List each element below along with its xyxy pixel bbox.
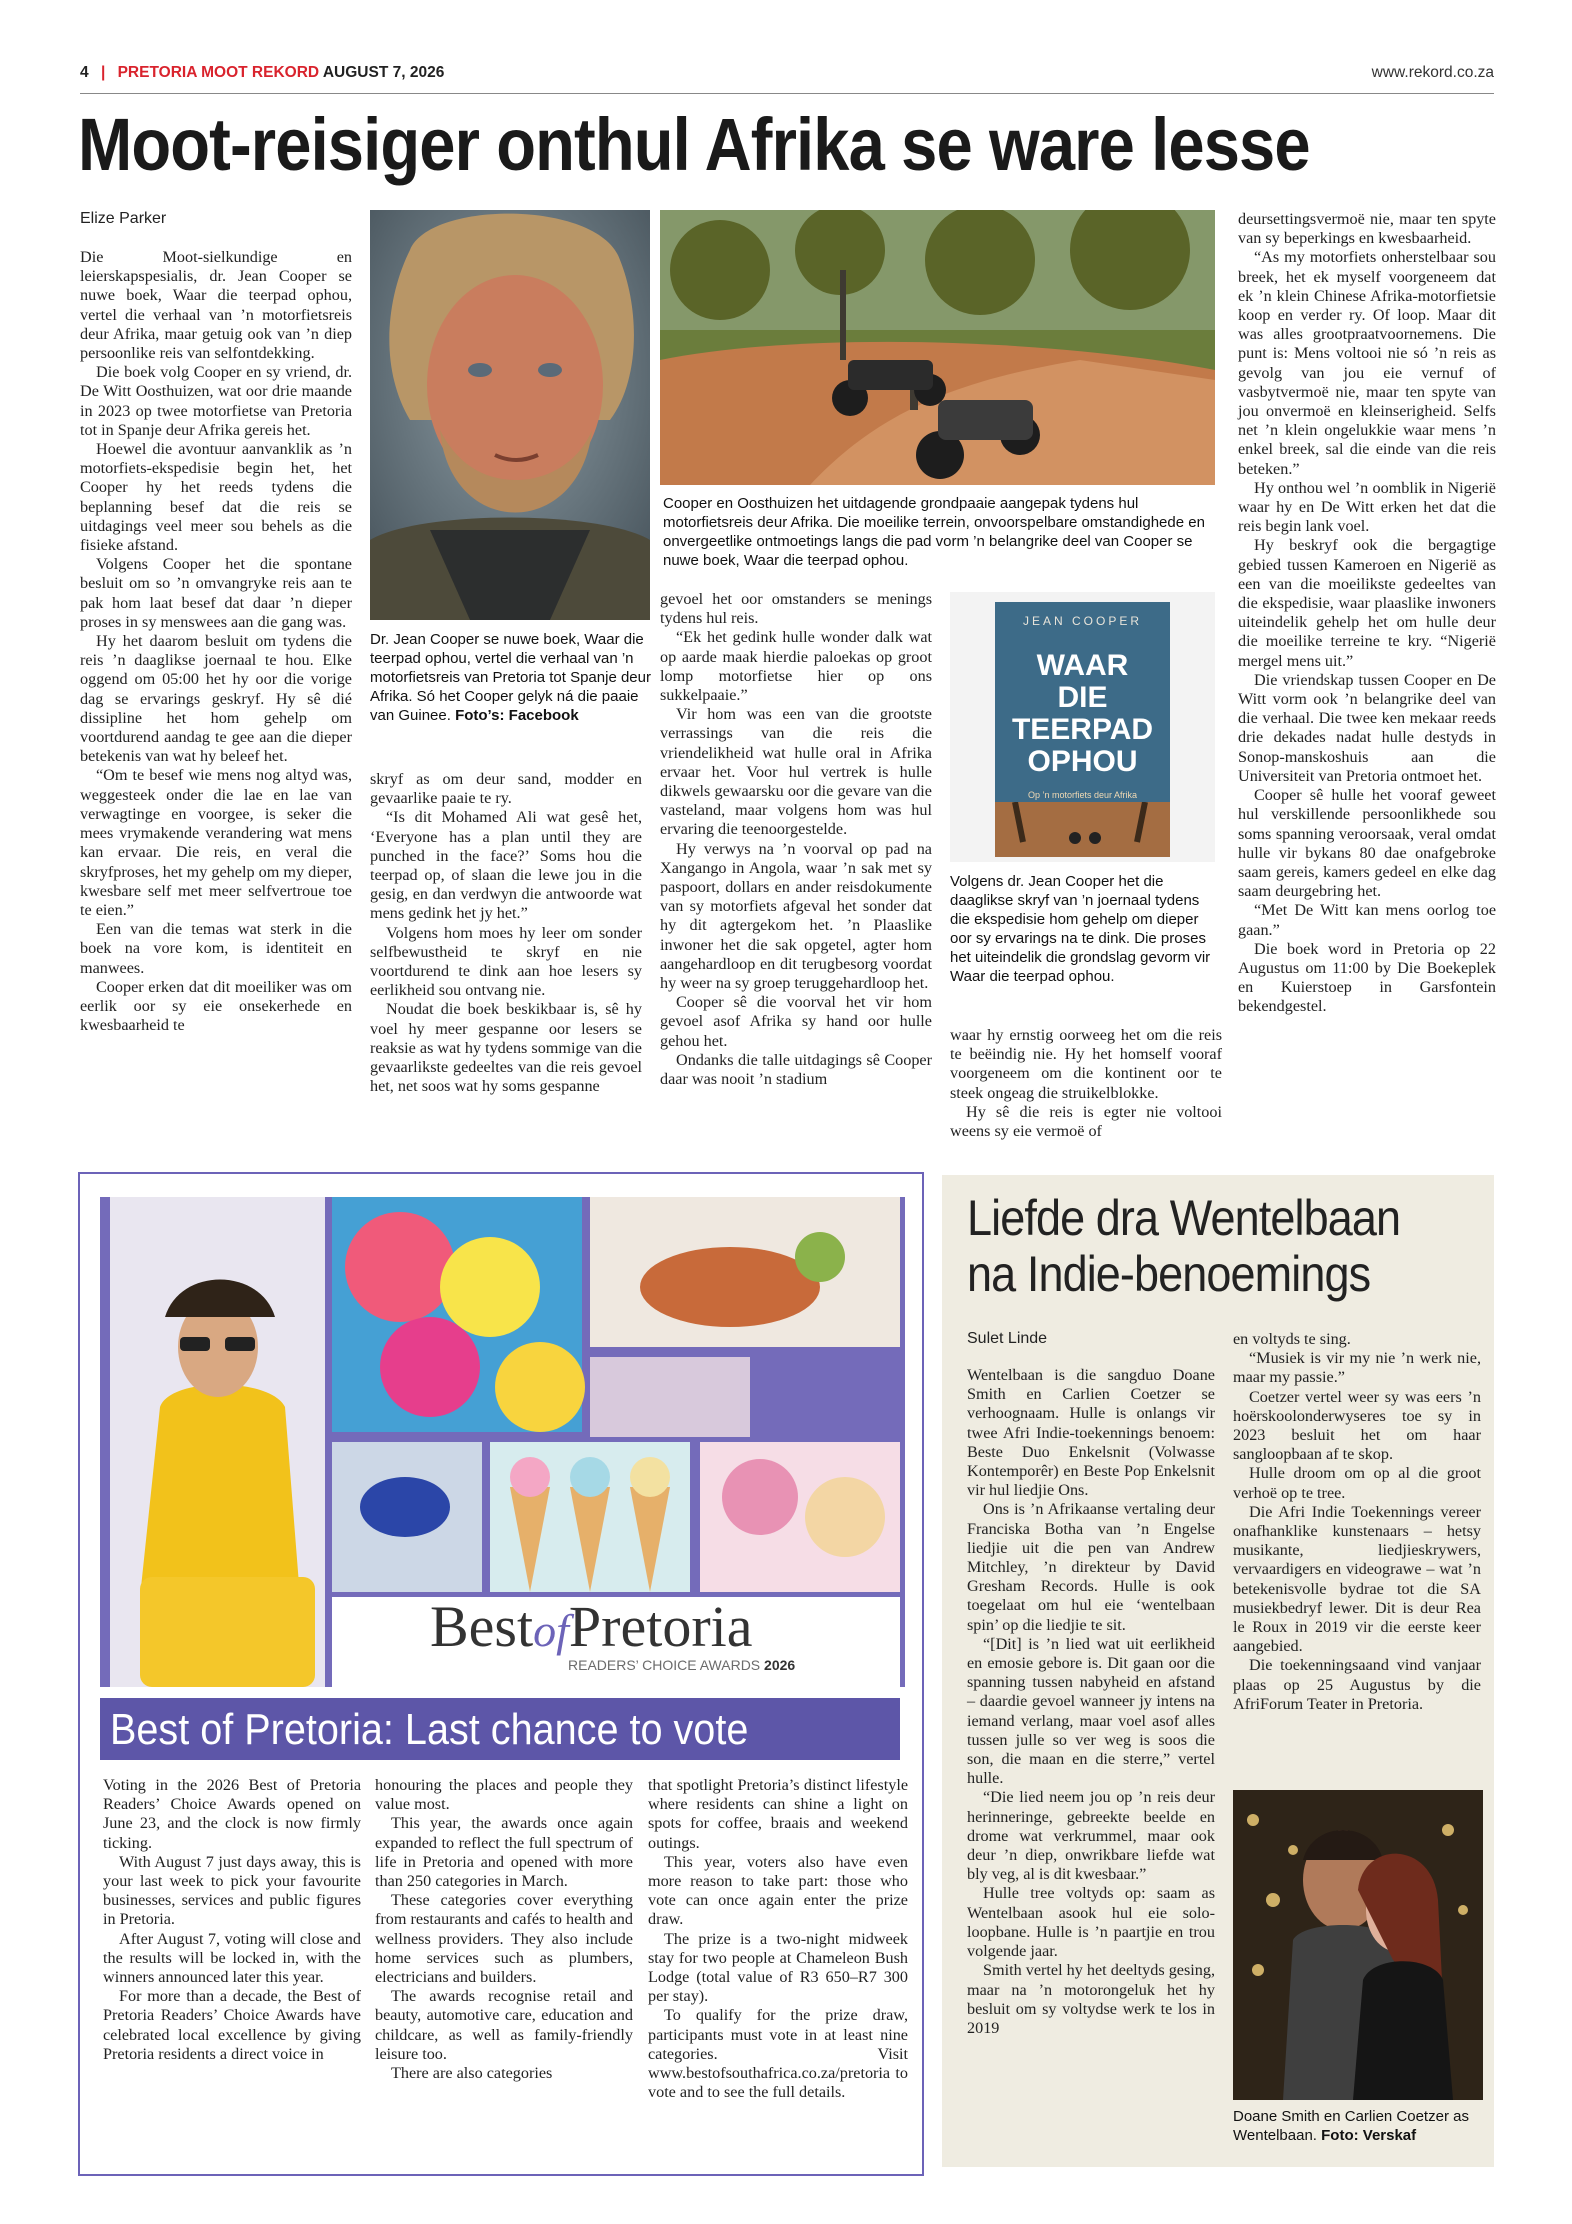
paragraph: Hulle droom om op al die groot verhoë op te tree. <box>1233 1464 1481 1502</box>
paragraph: Volgens hom moes hy leer om sonder selfbewustheid te skryf en nie voortdurend te dink aan hoe lesers sy eerlikheid sou ontvang nie. <box>370 923 642 1000</box>
paragraph: Cooper sê hulle het vooraf geweet hul verskillende persoonlikhede sou soms spanning veroorsaak, veral omdat hulle vir bykans 80 dae onafgebroke saam gereis, kamers gedeel en elke dag saam deurgebring het. <box>1238 786 1496 901</box>
paragraph: For more than a decade, the Best of Pretoria Readers’ Choice Awards have celebrated local excellence by giving Pretoria residents a direct voice in <box>103 1987 361 2063</box>
logo-year: 2026 <box>764 1657 796 1673</box>
motorcycles-caption: Cooper en Oosthuizen het uitdagende grondpaaie aangepak tydens hul motorfietsreis deur Afrika. Die moeilike terrein, onvoorspelbare omstandighede en onvergeetlike ontmoetings langs die pad vorm ’n belangrike deel van Cooper se nuwe boek, Waar die teerpad ophou. <box>663 495 1205 569</box>
paragraph: Hy beskryf ook die bergagtige gebied tussen Kameroen en Nigerië as een van die moeilikste gedeeltes van die ekspedisie, waar plaaslike inwoners uiteindelik gehelp het om hulle deur die moeilike terreine te kry. “Nigerië mergel mens uit.” <box>1238 536 1496 670</box>
paragraph: Hy het daarom besluit om tydens die reis ’n daaglikse joernaal te hou. Elke oggend om 05:00 het hy oor die vorige dag se ervarings geskryf. Hy sê dié dissipline het hom gehelp om voortdurend aandag te gee aan die dieper betekenis van wat hy beleef het. <box>80 632 352 766</box>
paragraph: Die Moot-sielkundige en leierskapspesialis, dr. Jean Cooper se nuwe boek, Waar die teerpad ophou, vertel die verhaal van ’n motorfietsreis deur Afrika, maar getuig ook van ’n diep persoonlike reis van selfontdekking. <box>80 248 352 363</box>
side-byline: Sulet Linde <box>967 1330 1048 1347</box>
book-title-line-1: WAAR <box>1036 649 1129 682</box>
paragraph: “Ek het gedink hulle wonder dalk wat op aarde maak hierdie paloekas op groot lomp motorfietse hier op ons sukkelpaaie.” <box>660 628 932 705</box>
paragraph: “[Dit] is ’n lied wat uit eerlikheid en emosie gebore is. Dit gaan oor die spanning tussen nabyheid en afstand – daardie gevoel wanneer jy intens na iemand verlang, maar voel asof alles tussen julle so ver weg is soos die son, die maan en die sterre,” vertel hulle. <box>967 1634 1215 1788</box>
article-column-4 <box>950 1026 1222 1141</box>
side-column-1 <box>967 1366 1215 2038</box>
side-article-headline: Liefde dra Wentelbaan na Indie-benoemings <box>967 1190 1401 1302</box>
couple-photo <box>1233 1790 1483 2100</box>
paragraph: Ons is ’n Afrikaanse vertaling deur Franciska Botha van ’n Engelse liedjie uit die pen van Andrew Mitchley, ’n direkteur by David Gresham Records. Hulle is ook toegelaat om hul eie ‘wentelbaan spin’ op die liedjie te sit. <box>967 1500 1215 1634</box>
article-column-1 <box>80 248 352 1035</box>
book-title <box>995 650 1170 778</box>
paragraph: “As my motorfiets onherstelbaar sou breek, het ek myself voorgeneem dat ek ’n klein Chinese Afrika-motorfietsie koop en verder ry. Of loop. Maar dit was alles grootpraatvoornemens. Die punt is: Mens voltooi nie só ’n reis as gevolg van jou eie vernuf of vasbytvermoë nie, maar ten spyte van jou onvermoë en kleinserigheid. Selfs net ’n klein ongelukkie waar mens ’n enkel breek, sal die einde van die reis beteken.” <box>1238 248 1496 478</box>
header-rule <box>80 93 1494 94</box>
best-of-pretoria-logo <box>430 1594 890 1659</box>
vote-headline: Best of Pretoria: Last chance to vote <box>110 1705 749 1754</box>
paragraph: The prize is a two-night midweek stay for two people at Chameleon Bush Lodge (total value of R3 650–R7 300 per stay). <box>648 1929 908 2006</box>
paragraph: Coetzer vertel weer sy was eers ’n hoërskoolonderwyseres toe sy in 2023 besluit het om haar sangloopbaan af te skop. <box>1233 1387 1481 1464</box>
paragraph: These categories cover everything from restaurants and cafés to health and wellness providers. They also include home services such as plumbers, electricians and builders. <box>375 1891 633 1987</box>
logo-of: of <box>533 1605 569 1656</box>
paragraph: “Musiek is vir my nie ’n werk nie, maar my passie.” <box>1233 1349 1481 1387</box>
page-number: 4 <box>80 64 89 81</box>
paragraph: honouring the places and people they value most. <box>375 1776 633 1814</box>
article-column-3 <box>660 590 932 1089</box>
ad-column-3 <box>648 1776 908 2102</box>
paragraph: Cooper erken dat dit moeiliker was om eerlik oor sy eie onsekerhede en kwesbaarheid te <box>80 977 352 1035</box>
page-title: Moot-reisiger onthul Afrika se ware lesse <box>78 103 1310 186</box>
book-subtitle: Op ’n motorfiets deur Afrika <box>1027 790 1138 800</box>
article-column-5 <box>1238 210 1496 1017</box>
separator: | <box>100 64 106 81</box>
paragraph: waar hy ernstig oorweeg het om die reis te beëindig nie. Hy het homself vooraf voorgeneem om die kontinent oor te steek ongeag die struikelblokke. <box>950 1026 1222 1102</box>
paragraph: Die boek word in Pretoria op 22 Augustus om 11:00 by Die Boekeplek en Kuierstoep in Garsfontein bekendgestel. <box>1238 939 1496 1016</box>
paragraph: en voltyds te sing. <box>1233 1330 1351 1348</box>
byline: Elize Parker <box>80 210 167 227</box>
paragraph: The awards recognise retail and beauty, automotive care, education and childcare, as well as family-friendly leisure too. <box>375 1987 633 2063</box>
book-caption: Volgens dr. Jean Cooper het die daaglikse skryf van ’n joernaal tydens die ekspedisie hom gehelp om dieper oor sy ervarings na te dink. Die proses het uiteindelik die grondslag gevorm vir Waar die teerpad ophou. <box>950 873 1211 985</box>
paragraph: To qualify for the prize draw, participants must vote in at least nine categories. Visit www.bestofsouthafrica.co.za/pretoria to vote and to see the full details. <box>648 2006 908 2102</box>
paragraph: Hy onthou wel ’n oomblik in Nigerië waar hy en De Witt erken het dat die reis begin lank voel. <box>1238 478 1496 536</box>
logo-best: Best <box>430 1594 534 1659</box>
ad-column-2 <box>375 1776 633 2083</box>
couple-caption-text: Doane Smith en Carlien Coetzer as Wentelbaan. <box>1233 2108 1469 2144</box>
paragraph: Hy sê die reis is egter nie voltooi weens sy eie vermoë of <box>950 1102 1222 1141</box>
paragraph: Die Afri Indie Toekennings vereer onafhanklike kunstenaars – hetsy musikante, liedjieskrywers, vervaardigers en videograwe – wat ’n betekenisvolle bydrae tot die SA musiekbedryf lewer. Dit is deur Rea le Roux in 2019 vir die eerste keer aangebied. <box>1233 1502 1481 1656</box>
paragraph: “Is dit Mohamed Ali wat gesê het, ‘Everyone has a plan until they are punched in the face?’ Soms hou die teerpad op, of slaan die lewe jou in die gesig, en dan verdwyn die antwoorde wat mens gedink het jy het.” <box>370 808 642 923</box>
book-cover-photo <box>950 592 1215 862</box>
paragraph: “Om te besef wie mens nog altyd was, weggesteek onder die lae en lae van verwagtinge en voorgee, is seker die mees vrymakende verandering wat mens kan ervaar. Die reis, en veral die skryfproses, het my gehelp om my dieper, kwesbare self met meer selfvertroue toe te eien.” <box>80 766 352 919</box>
portrait-caption <box>370 630 652 725</box>
motorcycles-photo <box>660 210 1215 485</box>
page-header-left <box>80 64 444 82</box>
paragraph: skryf as om deur sand, modder en gevaarlike paaie te ry. <box>370 770 642 808</box>
paragraph: gevoel het oor omstanders se menings tydens hul reis. <box>660 590 932 628</box>
paragraph: Die toekenningsaand vind vanjaar plaas op 25 Augustus by die AfriForum Teater in Pretoria. <box>1233 1656 1481 1713</box>
paragraph: With August 7 just days away, this is your last week to pick your favourite businesses, services and public figures in Pretoria. <box>103 1852 361 1929</box>
ad-column-1 <box>103 1776 361 2064</box>
paragraph: that spotlight Pretoria’s distinct lifestyle where residents can shine a light on spots for coffee, braais and weekend outings. <box>648 1776 908 1852</box>
paragraph: “Met De Witt kan mens oorlog toe gaan.” <box>1238 901 1496 939</box>
paragraph: Vir hom was een van die grootste verrassings van die reis die vriendelikheid wat hulle oral in Afrika ervaar het. Voor hul vertrek is hulle dikwels gewaarsku oor die gevare van die vasteland, maar volgens hom was hul ervaring die teenoorgestelde. <box>660 705 932 839</box>
book-cover <box>995 602 1170 857</box>
paragraph: There are also categories <box>391 2064 553 2083</box>
article-column-2 <box>370 770 642 1096</box>
paper-name: PRETORIA MOOT REKORD <box>117 64 320 81</box>
book-title-line-2: DIE <box>1057 681 1108 714</box>
paragraph: Die vriendskap tussen Cooper en De Witt vorm ook ’n belangrike deel van die verhaal. Die twee ken mekaar reeds drie dekades nadat hulle destyds in Sonop-manskoshuis aan die Universiteit van Pretoria ontmoet het. <box>1238 670 1496 785</box>
book-cover-art <box>995 802 1170 857</box>
paragraph: This year, voters also have even more reason to take part: those who vote can once again enter the prize draw. <box>648 1852 908 1929</box>
paragraph: Cooper sê die voorval het vir hom gevoel asof Afrika sy hand oor hulle gehou het. <box>660 993 932 1050</box>
portrait-caption-text: Dr. Jean Cooper se nuwe boek, Waar die teerpad ophou, vertel die verhaal van ’n motorfietsreis van Pretoria tot Spanje deur Afrika. Só het Cooper gelyk ná die paaie van Guinee. <box>370 631 651 724</box>
logo-subtitle <box>568 1657 888 1673</box>
paragraph: Hy verwys na ’n voorval op pad na Xangango in Angola, waar ’n sak met sy paspoort, dollars en ander reisdokumente van sy motorfiets afgeval het sonder dat hy dit agtergekom het. ’n Plaaslike inwoner het die sak opgetel, agter hom aangehardloop en dit terugbesorg voordat hy weer na sy groep teruggehardloop het. <box>660 839 932 993</box>
paragraph: Smith vertel hy het deeltyds gesing, maar na ’n motorongeluk het hy besluit om sy voltydse werk te los in 2019 <box>967 1961 1215 2037</box>
couple-photo-credit: Foto: Verskaf <box>1321 2127 1417 2144</box>
website-link[interactable]: www.rekord.co.za <box>1371 64 1494 81</box>
paragraph: “Die lied neem jou op ’n reis deur herinneringe, gebreekte beelde en drome wat verkrummel, maar ook deur ’n diep, onwrikbare liefde wat bly veg, al is dit kwesbaar.” <box>967 1788 1215 1884</box>
paragraph: Wentelbaan is die sangduo Doane Smith en Carlien Coetzer se verhoognaam. Hulle is onlangs vir twee Afri Indie-toekennings benoem: Beste Duo Enkelsnit (Volwasse Kontemporêr) en Beste Pop Enkelsnit vir hul liedjie Ons. <box>967 1366 1215 1500</box>
ad-collage <box>100 1197 905 1687</box>
portrait-photo <box>370 210 650 620</box>
paragraph: Noudat die boek beskikbaar is, sê hy voel hy meer gespanne oor lesers se reaksie as wat hy tydens sommige van die gevaarlikste gedeeltes van die reis gevoel het, net soos wat hy soms gespanne <box>370 1000 642 1096</box>
couple-caption <box>1233 2107 1485 2145</box>
paragraph: Een van die temas wat sterk in die boek na vore kom, is identiteit en manwees. <box>80 920 352 977</box>
paragraph: Die boek volg Cooper en sy vriend, dr. De Witt Oosthuizen, wat oor drie maande in 2023 op twee motorfietse van Pretoria tot in Spanje deur Afrika gereis het. <box>80 363 352 439</box>
book-title-line-4: OPHOU <box>1027 745 1138 778</box>
photo-credit: Foto’s: Facebook <box>455 707 579 724</box>
paragraph: Ondanks die talle uitdagings sê Cooper daar was nooit ’n stadium <box>660 1050 932 1089</box>
book-author: JEAN COOPER <box>1022 614 1142 628</box>
logo-pretoria: Pretoria <box>568 1594 753 1659</box>
paragraph: Volgens Cooper het die spontane besluit om so ’n omvangryke reis aan te pak hom laat besef dat daar ’n dieper proses in sy menswees aan die gang was. <box>80 555 352 631</box>
paragraph: deursettingsvermoë nie, maar ten spyte van sy beperkings en kwesbaarheid. <box>1238 210 1496 248</box>
book-title-line-3: TEERPAD <box>1011 713 1154 746</box>
issue-date: AUGUST 7, 2026 <box>322 64 445 81</box>
paragraph: Hulle tree voltyds op: saam as Wentelbaan asook hul eie solo- loopbane. Hulle is ’n paartjie en trou volgende jaar. <box>967 1884 1215 1961</box>
paragraph: This year, the awards once again expanded to reflect the full spectrum of life in Pretoria and opened with more than 250 categories in March. <box>375 1814 633 1891</box>
paragraph: After August 7, voting will close and the results will be locked in, with the winners announced later this year. <box>103 1929 361 1987</box>
paragraph: Hoewel die avontuur aanvanklik as ’n motorfiets-ekspedisie begin het, het Cooper hy het reeds tydens die beplanning besef dat die reis se uitdagings veel meer sou behels as die fisieke afstand. <box>80 440 352 555</box>
paragraph: Voting in the 2026 Best of Pretoria Readers’ Choice Awards opened on June 23, and the clock is now firmly ticking. <box>103 1776 361 1852</box>
side-column-2 <box>1233 1330 1481 1714</box>
logo-sub-text: READERS’ CHOICE AWARDS <box>568 1657 761 1673</box>
